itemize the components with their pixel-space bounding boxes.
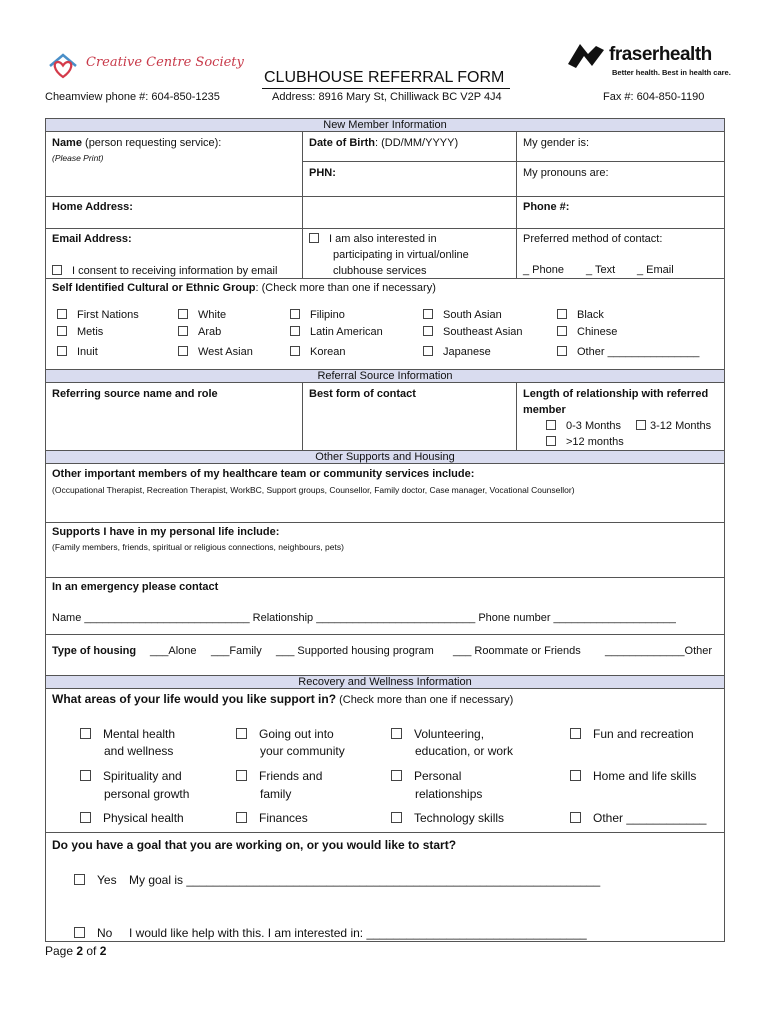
brand-name: fraserhealth <box>609 44 712 65</box>
table-border-left <box>45 118 46 942</box>
divider <box>45 196 725 197</box>
area-volunteering-line2: education, or work <box>415 744 514 758</box>
goal-line[interactable]: My goal is ______________________________________________________________ <box>129 873 601 887</box>
fax: Fax #: 604-850-1190 <box>603 91 705 103</box>
area-finances-checkbox[interactable]: Finances <box>236 810 308 827</box>
ethnic-first-nations-checkbox[interactable]: First Nations <box>57 308 139 322</box>
personal-supports-note: (Family members, friends, spiritual or religious connections, neighbours, pets) <box>52 542 344 552</box>
emergency-contact-label: In an emergency please contact <box>52 581 219 593</box>
email-consent-checkbox[interactable]: I consent to receiving information by email <box>52 264 277 278</box>
area-mental-health-line2: and wellness <box>104 744 174 758</box>
area-spirituality-line2: personal growth <box>104 787 190 801</box>
healthcare-team-note: (Occupational Therapist, Recreation Therapist, WorkBC, Support groups, Counsellor, Family doctor, Case manager, Vocational Counsellor) <box>52 485 575 495</box>
divider <box>45 278 725 279</box>
help-interest-line[interactable]: I would like help with this. I am interested in: _________________________________ <box>129 926 587 940</box>
area-friends-family-line2: family <box>260 787 292 801</box>
ethnic-chinese-checkbox[interactable]: Chinese <box>557 325 617 339</box>
support-areas-question: What areas of your life would you like support in? (Check more than one if necessary) <box>52 692 514 706</box>
divider <box>45 522 725 523</box>
preferred-contact-label: Preferred method of contact: <box>523 233 663 245</box>
ethnic-black-checkbox[interactable]: Black <box>557 308 604 322</box>
length-12-plus-months-checkbox[interactable]: >12 months <box>546 435 624 449</box>
divider <box>302 383 303 450</box>
goal-no-checkbox[interactable]: No <box>74 925 112 942</box>
area-personal-relationships-checkbox[interactable]: Personal <box>391 768 461 785</box>
recovery-section-header: Recovery and Wellness Information <box>45 675 725 689</box>
area-friends-family-checkbox[interactable]: Friends and <box>236 768 322 785</box>
org-name: Creative Centre Society <box>86 55 244 70</box>
table-border-bottom <box>45 941 725 942</box>
referral-section-header: Referral Source Information <box>45 369 725 383</box>
area-other-checkbox[interactable]: Other ____________ <box>570 810 706 827</box>
dob-label: Date of Birth: (DD/MM/YYYY) <box>309 137 459 149</box>
divider <box>45 832 725 833</box>
housing-other-option[interactable]: _____________Other <box>605 645 713 657</box>
contact-email-option[interactable]: _ Email <box>637 264 674 276</box>
divider <box>45 577 725 578</box>
contact-phone-option[interactable]: _ Phone <box>523 264 564 276</box>
name-label: Name (person requesting service): <box>52 137 222 149</box>
address: Address: 8916 Mary St, Chilliwack BC V2P 4J4 <box>272 91 502 103</box>
phn-label: PHN: <box>309 167 336 179</box>
ethnic-other-checkbox[interactable]: Other _______________ <box>557 345 699 359</box>
table-border-right <box>724 118 725 942</box>
home-address-label: Home Address: <box>52 201 133 213</box>
phone-label: Phone #: <box>523 201 570 213</box>
cheamview-phone: Cheamview phone #: 604-850-1235 <box>45 91 220 103</box>
form-title: CLUBHOUSE REFERRAL FORM <box>264 69 505 86</box>
area-technology-checkbox[interactable]: Technology skills <box>391 810 504 827</box>
housing-roommate-option[interactable]: ___ Roommate or Friends <box>453 645 581 657</box>
page-number: Page 2 of 2 <box>45 944 107 958</box>
goal-yes-checkbox[interactable]: Yes <box>74 872 117 889</box>
fraserhealth-logo <box>566 40 606 75</box>
ethnic-metis-checkbox[interactable]: Metis <box>57 325 103 339</box>
brand-tagline: Better health. Best in health care. <box>612 68 731 77</box>
length-3-12-months-checkbox[interactable]: 3-12 Months <box>636 419 711 433</box>
ethnic-latin-american-checkbox[interactable]: Latin American <box>290 325 383 339</box>
title-underline <box>262 88 510 89</box>
housing-alone-option[interactable]: ___Alone <box>150 645 197 657</box>
area-physical-health-checkbox[interactable]: Physical health <box>80 810 184 827</box>
area-home-life-skills-checkbox[interactable]: Home and life skills <box>570 768 696 785</box>
fraserhealth-mark-icon <box>566 40 606 70</box>
area-going-out-checkbox[interactable]: Going out into <box>236 726 334 743</box>
length-0-3-months-checkbox[interactable]: 0-3 Months <box>546 419 621 433</box>
divider <box>45 634 725 635</box>
virtual-interest-line3: clubhouse services <box>333 265 427 277</box>
area-fun-recreation-checkbox[interactable]: Fun and recreation <box>570 726 694 743</box>
divider <box>302 132 303 278</box>
new-member-section-header: New Member Information <box>45 118 725 132</box>
healthcare-team-label: Other important members of my healthcare team or community services include: <box>52 468 475 480</box>
divider <box>302 161 725 162</box>
contact-text-option[interactable]: _ Text <box>586 264 616 276</box>
area-going-out-line2: your community <box>260 744 345 758</box>
housing-supported-option[interactable]: ___ Supported housing program <box>276 645 434 657</box>
relationship-length-label2: member <box>523 404 566 416</box>
goal-question: Do you have a goal that you are working on, or you would like to start? <box>52 838 457 852</box>
referring-source-label: Referring source name and role <box>52 388 218 400</box>
email-label: Email Address: <box>52 233 132 245</box>
ethnic-south-asian-checkbox[interactable]: South Asian <box>423 308 502 322</box>
supports-section-header: Other Supports and Housing <box>45 450 725 464</box>
ethnic-inuit-checkbox[interactable]: Inuit <box>57 345 98 359</box>
area-personal-relationships-line2: relationships <box>415 787 483 801</box>
house-heart-icon <box>47 52 79 80</box>
virtual-interest-line2: participating in virtual/online <box>333 249 469 261</box>
ethnic-west-asian-checkbox[interactable]: West Asian <box>178 345 253 359</box>
relationship-length-label: Length of relationship with referred <box>523 388 709 400</box>
best-contact-label: Best form of contact <box>309 388 416 400</box>
creative-centre-logo <box>47 52 79 85</box>
ethnic-korean-checkbox[interactable]: Korean <box>290 345 345 359</box>
ethnic-southeast-asian-checkbox[interactable]: Southeast Asian <box>423 325 523 339</box>
ethnic-arab-checkbox[interactable]: Arab <box>178 325 221 339</box>
area-mental-health-checkbox[interactable]: Mental health <box>80 726 175 743</box>
pronouns-label: My pronouns are: <box>523 167 609 179</box>
personal-supports-label: Supports I have in my personal life include: <box>52 526 280 538</box>
ethnic-white-checkbox[interactable]: White <box>178 308 226 322</box>
housing-family-option[interactable]: ___Family <box>211 645 262 657</box>
ethnic-filipino-checkbox[interactable]: Filipino <box>290 308 345 322</box>
ethnic-japanese-checkbox[interactable]: Japanese <box>423 345 491 359</box>
divider <box>516 383 517 450</box>
divider <box>516 132 517 278</box>
gender-label: My gender is: <box>523 137 590 149</box>
divider <box>45 228 725 229</box>
ethnic-group-label: Self Identified Cultural or Ethnic Group: (Check more than one if necessary) <box>52 282 436 294</box>
virtual-interest-checkbox[interactable]: I am also interested in <box>309 232 437 246</box>
area-spirituality-checkbox[interactable]: Spirituality and <box>80 768 182 785</box>
please-print: (Please Print) <box>52 153 104 163</box>
area-volunteering-checkbox[interactable]: Volunteering, <box>391 726 484 743</box>
housing-type-label: Type of housing <box>52 645 137 657</box>
emergency-contact-line[interactable]: Name ___________________________ Relationship __________________________ Phone number ____________________ <box>52 612 676 624</box>
